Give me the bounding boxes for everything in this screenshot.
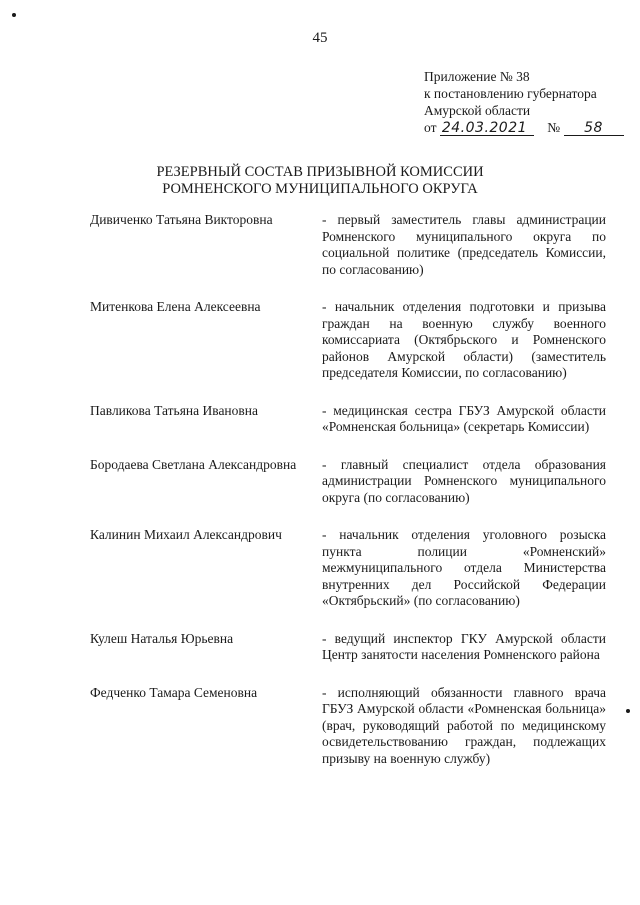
member-role: - медицинская сестра ГБУЗ Амурской области «Ромненская больница» (секретарь Комиссии) xyxy=(322,402,606,434)
appendix-block xyxy=(424,68,634,136)
members-list xyxy=(90,212,610,767)
member-row xyxy=(90,212,610,278)
appendix-line-2: к постановлению губернатора xyxy=(424,86,597,101)
member-name: Калинин Михаил Александрович xyxy=(90,527,282,542)
document-title xyxy=(0,164,640,198)
member-row xyxy=(90,527,610,610)
member-row xyxy=(90,631,610,664)
appendix-line-1: Приложение № 38 xyxy=(424,69,530,84)
member-role: - первый заместитель главы администрации Ромненского муниципального округа по социальной политике (председатель Комиссии, по согласованию) xyxy=(322,212,606,277)
date-prefix: от xyxy=(424,120,437,135)
member-row xyxy=(90,685,610,768)
title-line-2: РОМНЕНСКОГО МУНИЦИПАЛЬНОГО ОКРУГА xyxy=(162,181,478,197)
member-name: Павликова Татьяна Ивановна xyxy=(90,402,258,418)
number-label: № xyxy=(547,120,561,135)
scan-mark xyxy=(626,709,630,713)
member-role: - начальник отделения уголовного розыска пункта полиции «Ромненский» межмуниципального отдела Министерства внутренних дел Российской Федерации «Октябрьский» (по согласованию) xyxy=(322,527,606,608)
title-line-1: РЕЗЕРВНЫЙ СОСТАВ ПРИЗЫВНОЙ КОМИССИИ xyxy=(156,164,484,180)
member-row xyxy=(90,457,610,507)
member-row xyxy=(90,299,610,382)
member-name: Кулеш Наталья Юрьевна xyxy=(90,630,234,646)
member-role: - исполняющий обязанности главного врача ГБУЗ Амурской области «Ромненская больница» (врач, руководящий работой по медицинскому освидетельствованию граждан, подлежащих призыву на военную службу) xyxy=(322,684,606,766)
member-role: - главный специалист отдела образования администрации Ромненского муниципального округа (по согласованию) xyxy=(322,456,606,505)
member-role: - начальник отделения подготовки и призыва граждан на военную службу военного комиссариата (Октябрьского и Ромненского районов Амурской области) (заместитель председателя Комиссии, по согласованию) xyxy=(322,299,606,380)
handwritten-number: 58 xyxy=(564,121,624,136)
appendix-line-3: Амурской области xyxy=(424,103,531,118)
handwritten-date: 24.03.2021 xyxy=(440,121,534,136)
page-number: 45 xyxy=(312,30,328,46)
member-name: Бородаева Светлана Александровна xyxy=(90,456,297,472)
member-name: Митенкова Елена Алексеевна xyxy=(90,299,261,314)
member-row xyxy=(90,403,610,436)
member-name: Федченко Тамара Семеновна xyxy=(90,684,258,700)
appendix-date-line xyxy=(424,119,634,136)
member-name: Дивиченко Татьяна Викторовна xyxy=(90,212,273,227)
member-role: - ведущий инспектор ГКУ Амурской области Центр занятости населения Ромненского района xyxy=(322,630,606,662)
scan-mark xyxy=(12,13,16,17)
